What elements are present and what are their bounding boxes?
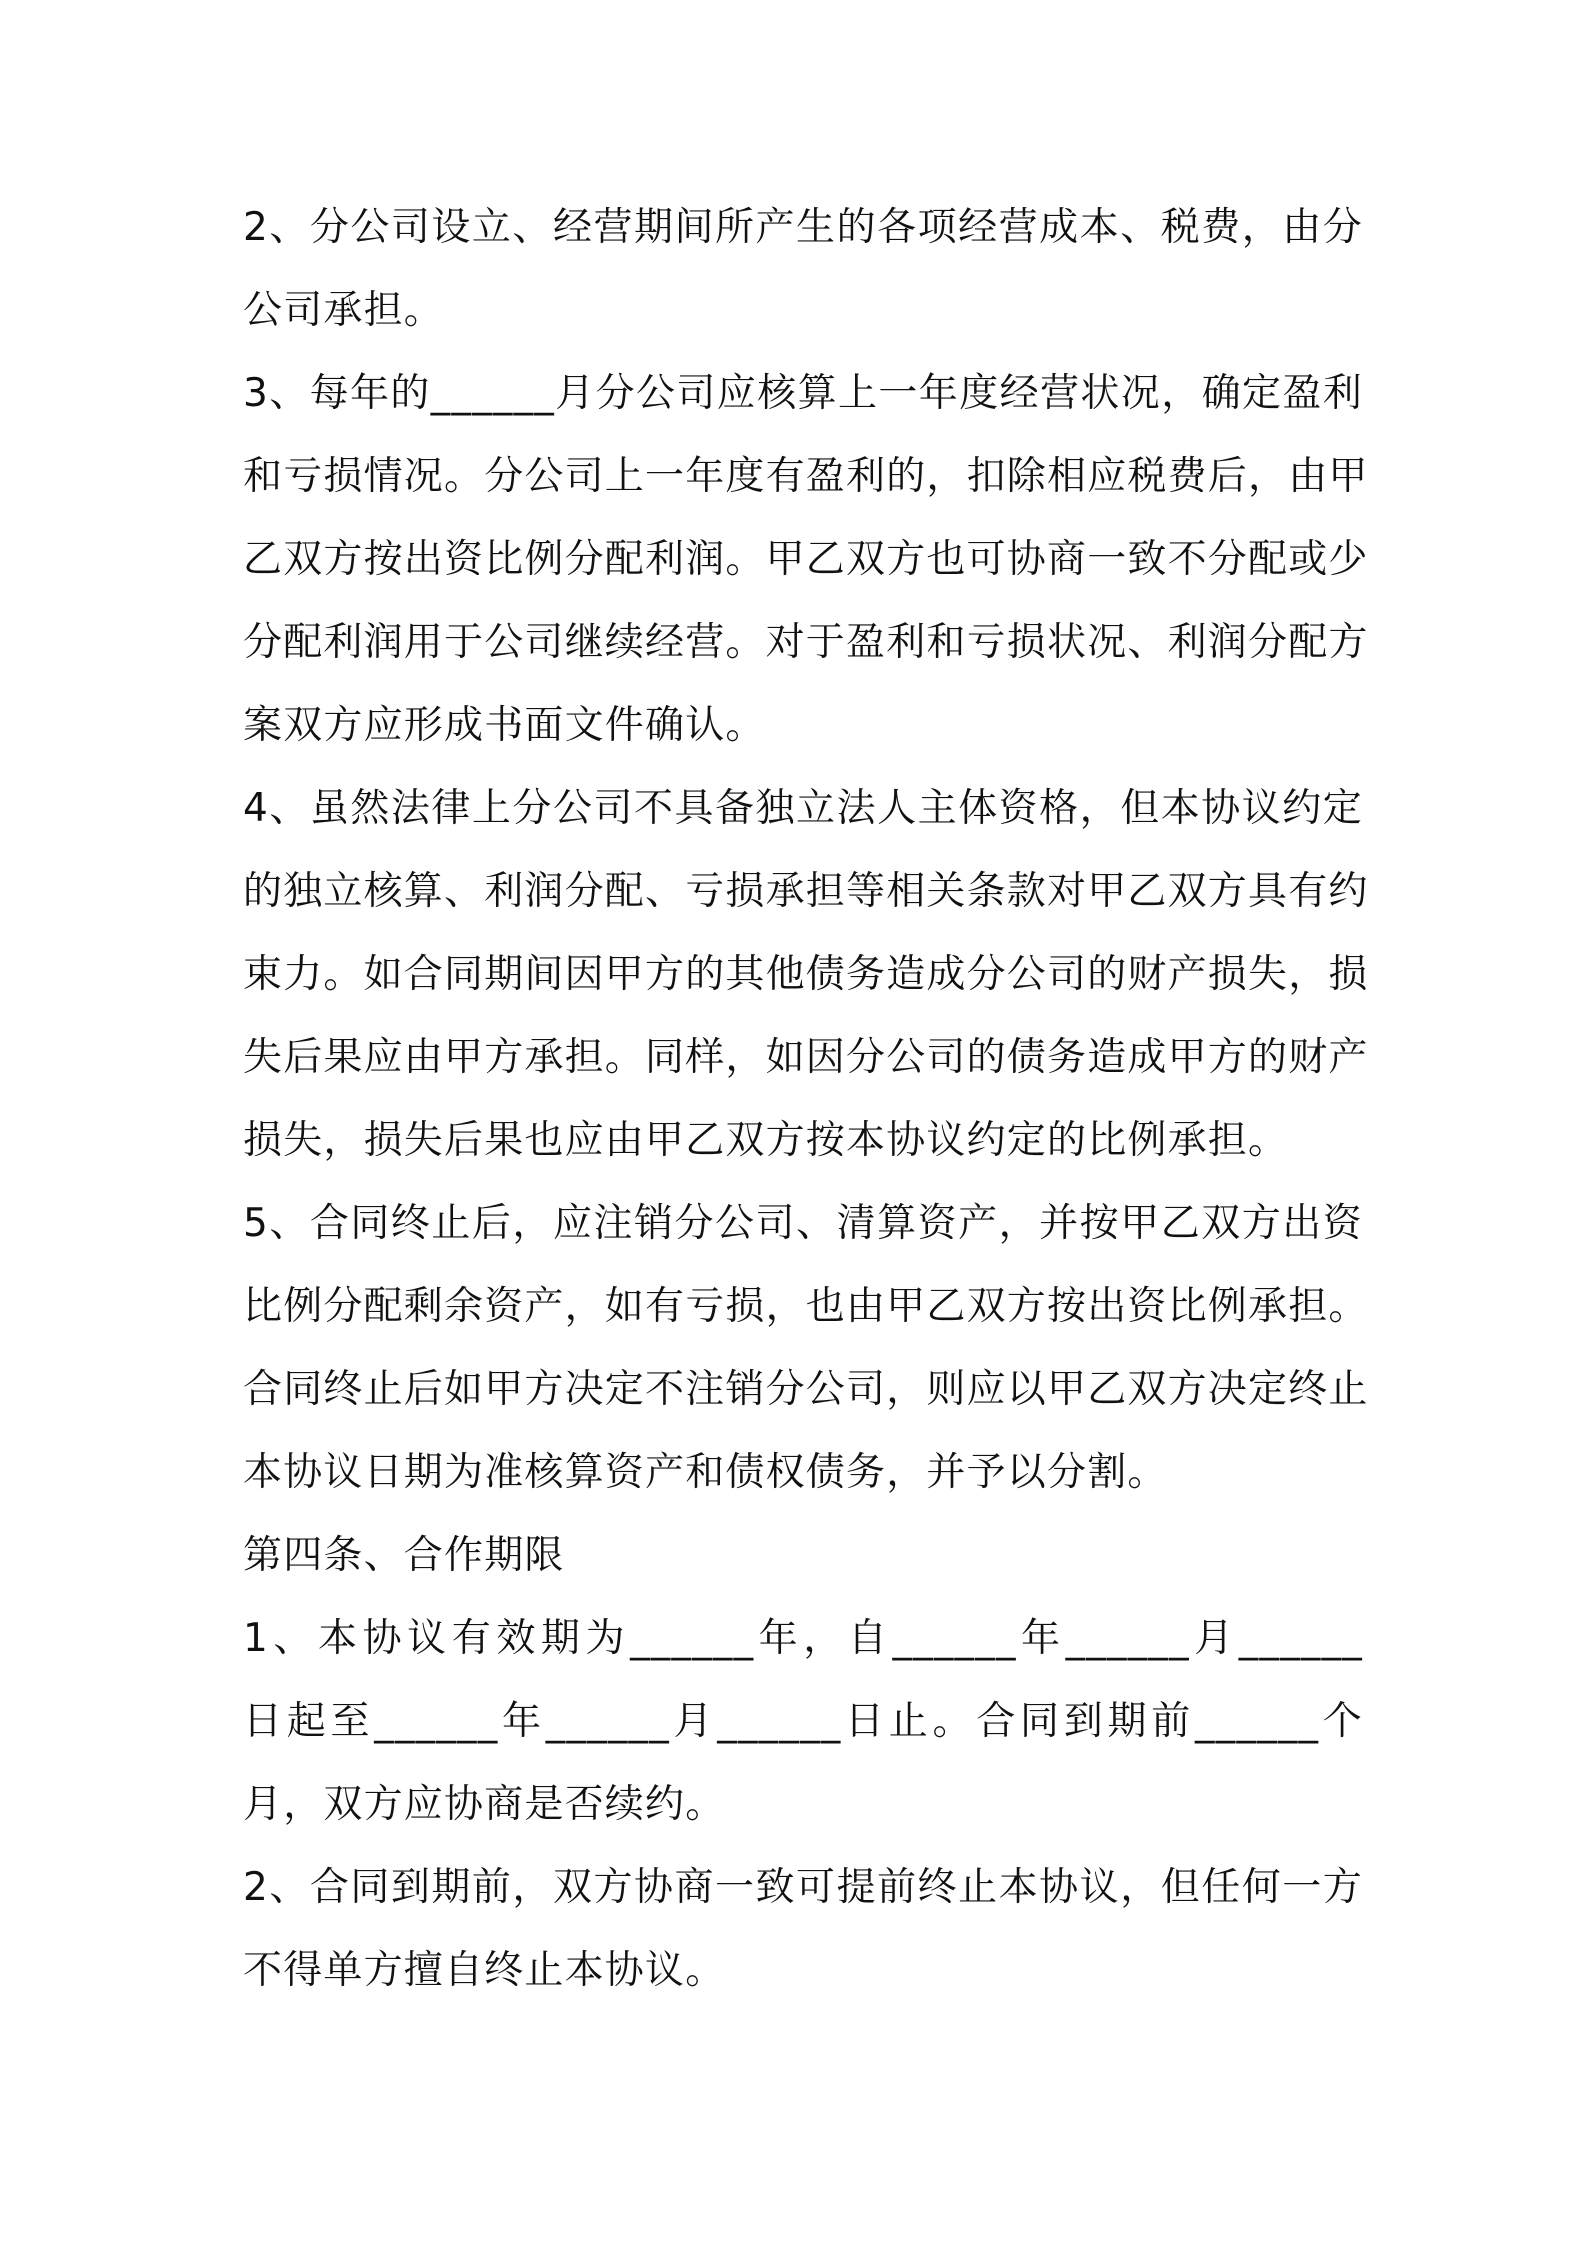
text-line: 5、合同终止后，应注销分公司、清算资产，并按甲乙双方出资 — [243, 1201, 1363, 1246]
text-line: 束力。如合同期间因甲方的其他债务造成分公司的财产损失，损 — [243, 952, 1369, 997]
text-line: 公司承担。 — [243, 288, 445, 333]
text-line: 合同终止后如甲方决定不注销分公司，则应以甲乙双方决定终止 — [243, 1367, 1369, 1412]
text-line: 本协议日期为准核算资产和债权债务，并予以分割。 — [243, 1450, 1168, 1495]
text-line: 2、合同到期前，双方协商一致可提前终止本协议，但任何一方 — [243, 1865, 1363, 1910]
text-line: 失后果应由甲方承担。同样，如因分公司的债务造成甲方的财产 — [243, 1035, 1369, 1080]
text-line: 4、虽然法律上分公司不具备独立法人主体资格，但本协议约定 — [243, 786, 1363, 831]
text-line: 2、分公司设立、经营期间所产生的各项经营成本、税费，由分 — [243, 205, 1363, 250]
text-line: 分配利润用于公司继续经营。对于盈利和亏损状况、利润分配方 — [243, 620, 1369, 665]
text-line: 损失，损失后果也应由甲乙双方按本协议约定的比例承担。 — [243, 1118, 1289, 1163]
text-line: 乙双方按出资比例分配利润。甲乙双方也可协商一致不分配或少 — [243, 537, 1369, 582]
text-line: 1、本协议有效期为______年，自______年______月______ — [243, 1616, 1363, 1661]
text-line: 的独立核算、利润分配、亏损承担等相关条款对甲乙双方具有约 — [243, 869, 1369, 914]
text-line: 不得单方擅自终止本协议。 — [243, 1948, 726, 1993]
section-heading: 第四条、合作期限 — [243, 1533, 565, 1578]
text-line: 比例分配剩余资产，如有亏损，也由甲乙双方按出资比例承担。 — [243, 1284, 1369, 1329]
text-line: 日起至______年______月______日止。合同到期前______个 — [243, 1699, 1363, 1744]
text-line: 月，双方应协商是否续约。 — [243, 1782, 726, 1827]
text-line: 和亏损情况。分公司上一年度有盈利的，扣除相应税费后，由甲 — [243, 454, 1369, 499]
text-line: 3、每年的______月分公司应核算上一年度经营状况，确定盈利 — [243, 371, 1363, 416]
text-line: 案双方应形成书面文件确认。 — [243, 703, 766, 748]
